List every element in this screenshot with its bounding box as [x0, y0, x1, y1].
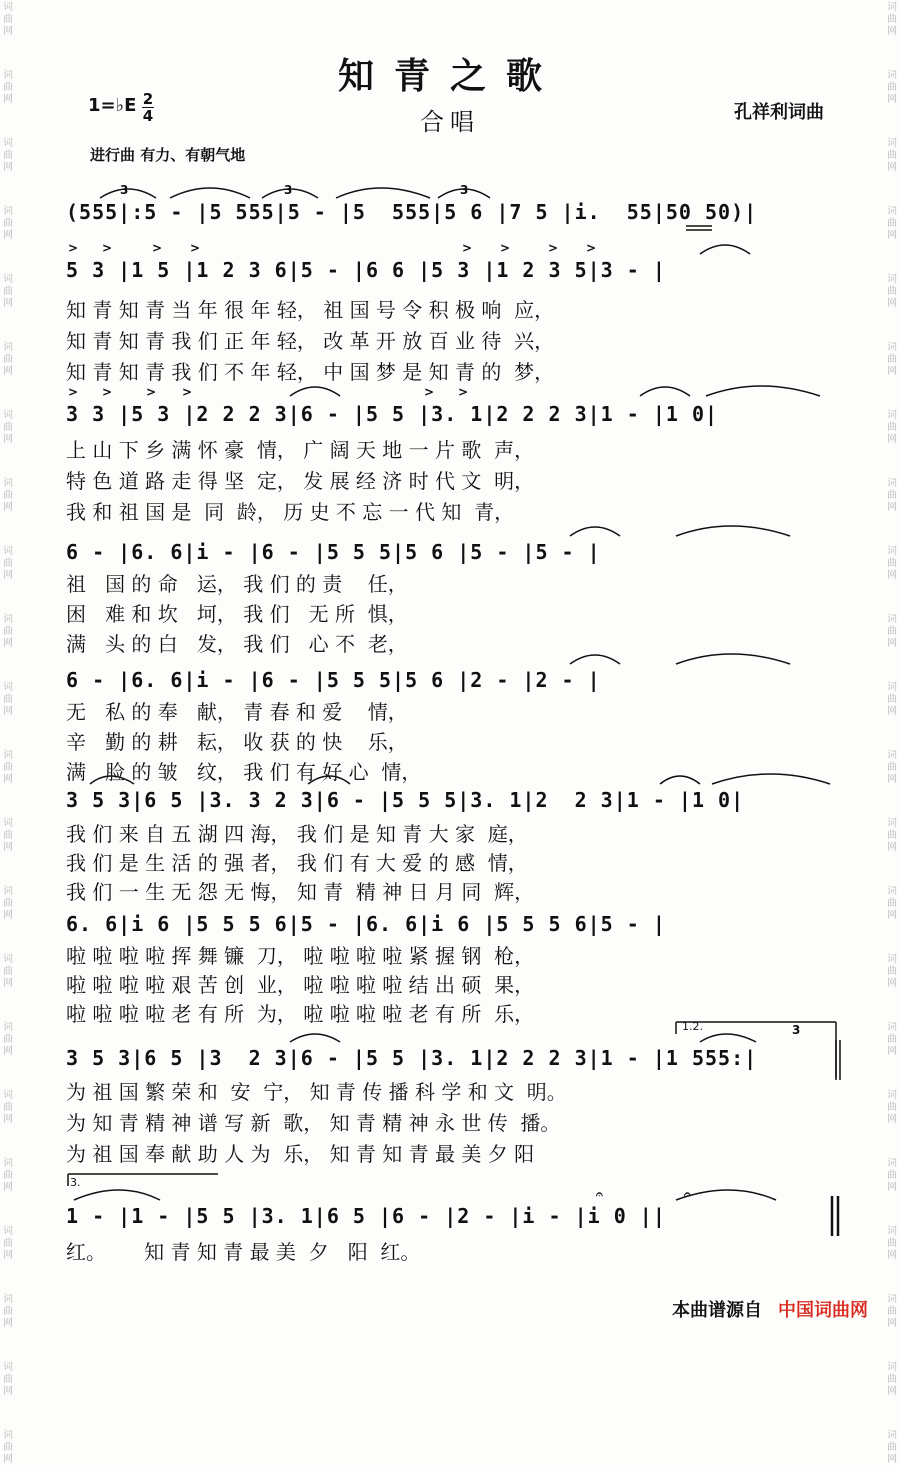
watermark-text: 词 曲 网	[3, 886, 13, 921]
notes-line: 6. 6|i 6 |5 5 5 6|5 - |6. 6|i 6 |5 5 5 6|5 - |	[66, 912, 666, 936]
watermark-text: 词 曲 网	[887, 1294, 897, 1329]
accent-mark: >	[152, 241, 163, 255]
notes-line: 3 5 3|6 5 |3 2 3|6 - |5 5 |3. 1|2 2 2 3|1 - |1 555:|	[66, 1046, 758, 1070]
song-subtitle: 合唱	[420, 108, 480, 136]
accent-mark: >	[586, 241, 597, 255]
tie-mark	[170, 188, 250, 198]
tie-mark	[336, 188, 430, 198]
song-title: 知青之歌	[337, 55, 562, 97]
accent-mark: >	[424, 385, 435, 399]
watermark-text: 词 曲 网	[887, 138, 897, 173]
watermark-text: 词 曲 网	[3, 342, 13, 377]
watermark-text: 词 曲 网	[887, 818, 897, 853]
lyric-verse-2: 啦 啦 啦 啦 艰 苦 创 业， 啦 啦 啦 啦 结 出 硕 果，	[66, 973, 535, 997]
watermark-text: 词 曲 网	[3, 546, 13, 581]
final-barline	[832, 1196, 838, 1236]
lyric-verse-1: 啦 啦 啦 啦 挥 舞 镰 刀， 啦 啦 啦 啦 紧 握 钢 枪，	[66, 944, 535, 968]
accent-mark: >	[68, 385, 79, 399]
watermark-text: 词 曲 网	[3, 682, 13, 717]
watermark-text: 词 曲 网	[887, 886, 897, 921]
lyric-verse-2: 知 青 知 青 我 们 正 年 轻， 改 革 开 放 百 业 待 兴，	[66, 329, 555, 353]
watermark-text: 词 曲 网	[887, 410, 897, 445]
volta-3: 3.	[70, 1176, 81, 1189]
tie-mark	[676, 654, 790, 664]
watermark-text: 词 曲 网	[3, 1022, 13, 1057]
accent-mark: >	[182, 385, 193, 399]
triplet-mark: 3	[460, 183, 469, 197]
lyric-verse-2: 特 色 道 路 走 得 坚 定， 发 展 经 济 时 代 文 明，	[66, 469, 535, 493]
notes-line: 6 - |6. 6|i - |6 - |5 5 5|5 6 |5 - |5 - |	[66, 540, 601, 564]
tie-mark	[660, 776, 700, 784]
watermark-text: 词 曲 网	[3, 138, 13, 173]
key-signature: 1=♭E	[88, 95, 137, 116]
accent-mark: >	[102, 241, 113, 255]
watermark-text: 词 曲 网	[887, 274, 897, 309]
notes-line: 6 - |6. 6|i - |6 - |5 5 5|5 6 |2 - |2 - |	[66, 668, 601, 692]
notes-line: (555|:5 - |5 555|5 - |5 555|5 6 |7 5 |i. 55|50 50)|	[66, 200, 758, 224]
double-underline	[686, 226, 712, 230]
triplet-mark: 3	[120, 183, 129, 197]
watermark-text: 词 曲 网	[887, 342, 897, 377]
watermark-text: 词 曲 网	[3, 1090, 13, 1125]
meter-bottom: 4	[142, 107, 154, 125]
volta-bracket	[676, 1022, 836, 1078]
lyric-verse-1: 知 青 知 青 当 年 很 年 轻， 祖 国 号 令 积 极 响 应，	[66, 298, 555, 322]
accent-mark: >	[68, 241, 79, 255]
lyric-verse-3: 啦 啦 啦 啦 老 有 所 为， 啦 啦 啦 啦 老 有 所 乐，	[66, 1002, 535, 1026]
watermark-text: 词 曲 网	[3, 1294, 13, 1329]
fermata-mark: 𝄐	[596, 1187, 603, 1201]
watermark-text: 词 曲 网	[887, 954, 897, 989]
watermark-text: 词 曲 网	[887, 614, 897, 649]
source-label: 本曲谱源自	[672, 1300, 762, 1321]
watermark-text: 词 曲 网	[887, 750, 897, 785]
watermark-text: 词 曲 网	[3, 614, 13, 649]
watermark-text: 词 曲 网	[3, 2, 13, 37]
accent-mark: >	[102, 385, 113, 399]
triplet-mark: 3	[792, 1023, 801, 1037]
accent-mark: >	[458, 385, 469, 399]
notes-line: 3 3 |5 3 |2 2 2 3|6 - |5 5 |3. 1|2 2 2 3|1 - |1 0|	[66, 402, 719, 426]
lyric-verse-3: 为 祖 国 奉 献 助 人 为 乐， 知 青 知 青 最 美 夕 阳	[66, 1142, 535, 1166]
watermark-text: 词 曲 网	[887, 682, 897, 717]
lyric-verse-1: 无 私 的 奉 献， 青 春 和 爱 情，	[66, 700, 408, 724]
accent-mark: >	[548, 241, 559, 255]
watermark-text: 词 曲 网	[3, 1226, 13, 1261]
watermark-text: 词 曲 网	[3, 1362, 13, 1397]
watermark-text: 词 曲 网	[887, 1226, 897, 1261]
watermark-text: 词 曲 网	[887, 1158, 897, 1193]
lyric-verse-3: 满 头 的 白 发， 我 们 心 不 老，	[66, 632, 408, 656]
watermark-text: 词 曲 网	[3, 478, 13, 513]
accent-mark: >	[190, 241, 201, 255]
composer-credit: 孔祥利词曲	[734, 102, 824, 123]
tempo-marking: 进行曲 有力、有朝气地	[90, 146, 246, 164]
watermark-text: 词 曲 网	[3, 410, 13, 445]
tie-mark	[676, 1190, 776, 1200]
tie-mark	[700, 245, 750, 254]
site-brand[interactable]: 中国词曲网	[778, 1300, 868, 1321]
lyric-verse-2: 为 知 青 精 神 谱 写 新 歌， 知 青 精 神 永 世 传 播。	[66, 1111, 561, 1135]
lyric-verse-3: 满 脸 的 皱 纹， 我 们 有 好 心 情，	[66, 760, 422, 784]
watermark-text: 词 曲 网	[3, 954, 13, 989]
meter-top: 2	[142, 90, 154, 108]
volta-1-2: 1.2.	[682, 1020, 703, 1033]
watermark-text: 词 曲 网	[3, 818, 13, 853]
lyric-verse-1: 为 祖 国 繁 荣 和 安 宁， 知 青 传 播 科 学 和 文 明。	[66, 1080, 567, 1104]
tie-mark	[90, 776, 134, 784]
tie-mark	[706, 386, 820, 396]
watermark-text: 词 曲 网	[3, 750, 13, 785]
tie-mark	[570, 655, 620, 664]
lyric-verse-2: 辛 勤 的 耕 耘， 收 获 的 快 乐，	[66, 730, 408, 754]
tie-mark	[640, 387, 690, 396]
tie-mark	[290, 387, 340, 396]
tie-mark	[676, 526, 790, 536]
lyric-verse-3: 知 青 知 青 我 们 不 年 轻， 中 国 梦 是 知 青 的 梦，	[66, 360, 555, 384]
watermark-text: 词 曲 网	[3, 206, 13, 241]
lyric-verse-1: 红。 知 青 知 青 最 美 夕 阳 红。	[66, 1240, 421, 1264]
watermark-text: 词 曲 网	[3, 1158, 13, 1193]
watermark-text: 词 曲 网	[3, 1430, 13, 1465]
lyric-verse-1: 我 们 来 自 五 湖 四 海， 我 们 是 知 青 大 家 庭，	[66, 822, 528, 846]
accent-mark: >	[462, 241, 473, 255]
triplet-mark: 3	[284, 183, 293, 197]
accent-mark: >	[146, 385, 157, 399]
watermark-text: 词 曲 网	[887, 1362, 897, 1397]
watermark-text: 词 曲 网	[887, 546, 897, 581]
lyric-verse-2: 困 难 和 坎 坷， 我 们 无 所 惧，	[66, 602, 408, 626]
watermark-text: 词 曲 网	[887, 1430, 897, 1465]
lyric-verse-1: 上 山 下 乡 满 怀 豪 情， 广 阔 天 地 一 片 歌 声，	[66, 438, 535, 462]
repeat-barline	[836, 1040, 840, 1080]
notes-line: 5 3 |1 5 |1 2 3 6|5 - |6 6 |5 3 |1 2 3 5|3 - |	[66, 258, 666, 282]
watermark-text: 词 曲 网	[3, 70, 13, 105]
notes-line: 1 - |1 - |5 5 |3. 1|6 5 |6 - |2 - |i - |i 0 ||	[66, 1204, 666, 1228]
tie-mark	[74, 1190, 160, 1200]
tie-mark	[308, 776, 350, 784]
tie-mark	[712, 774, 830, 784]
volta-bracket	[68, 1174, 218, 1186]
watermark-text: 词 曲 网	[887, 70, 897, 105]
lyric-verse-2: 我 们 是 生 活 的 强 者， 我 们 有 大 爱 的 感 情，	[66, 851, 528, 875]
fermata-mark: 𝄐	[684, 1187, 691, 1201]
lyric-verse-1: 祖 国 的 命 运， 我 们 的 责 任，	[66, 572, 408, 596]
lyric-verse-3: 我 们 一 生 无 怨 无 悔， 知 青 精 神 日 月 同 辉，	[66, 880, 535, 904]
lyric-verse-3: 我 和 祖 国 是 同 龄， 历 史 不 忘 一 代 知 青，	[66, 500, 515, 524]
source-footer	[672, 1296, 868, 1322]
notes-line: 3 5 3|6 5 |3. 3 2 3|6 - |5 5 5|3. 1|2 2 3|1 - |1 0|	[66, 788, 745, 812]
watermark-text: 词 曲 网	[887, 478, 897, 513]
tie-mark	[290, 1034, 340, 1042]
accent-mark: >	[500, 241, 511, 255]
watermark-text: 词 曲 网	[887, 1090, 897, 1125]
watermark-text: 词 曲 网	[887, 1022, 897, 1057]
watermark-text: 词 曲 网	[3, 274, 13, 309]
watermark-text: 词 曲 网	[887, 206, 897, 241]
tie-mark	[700, 1034, 756, 1042]
watermark-text: 词 曲 网	[887, 2, 897, 37]
tie-mark	[570, 527, 620, 536]
